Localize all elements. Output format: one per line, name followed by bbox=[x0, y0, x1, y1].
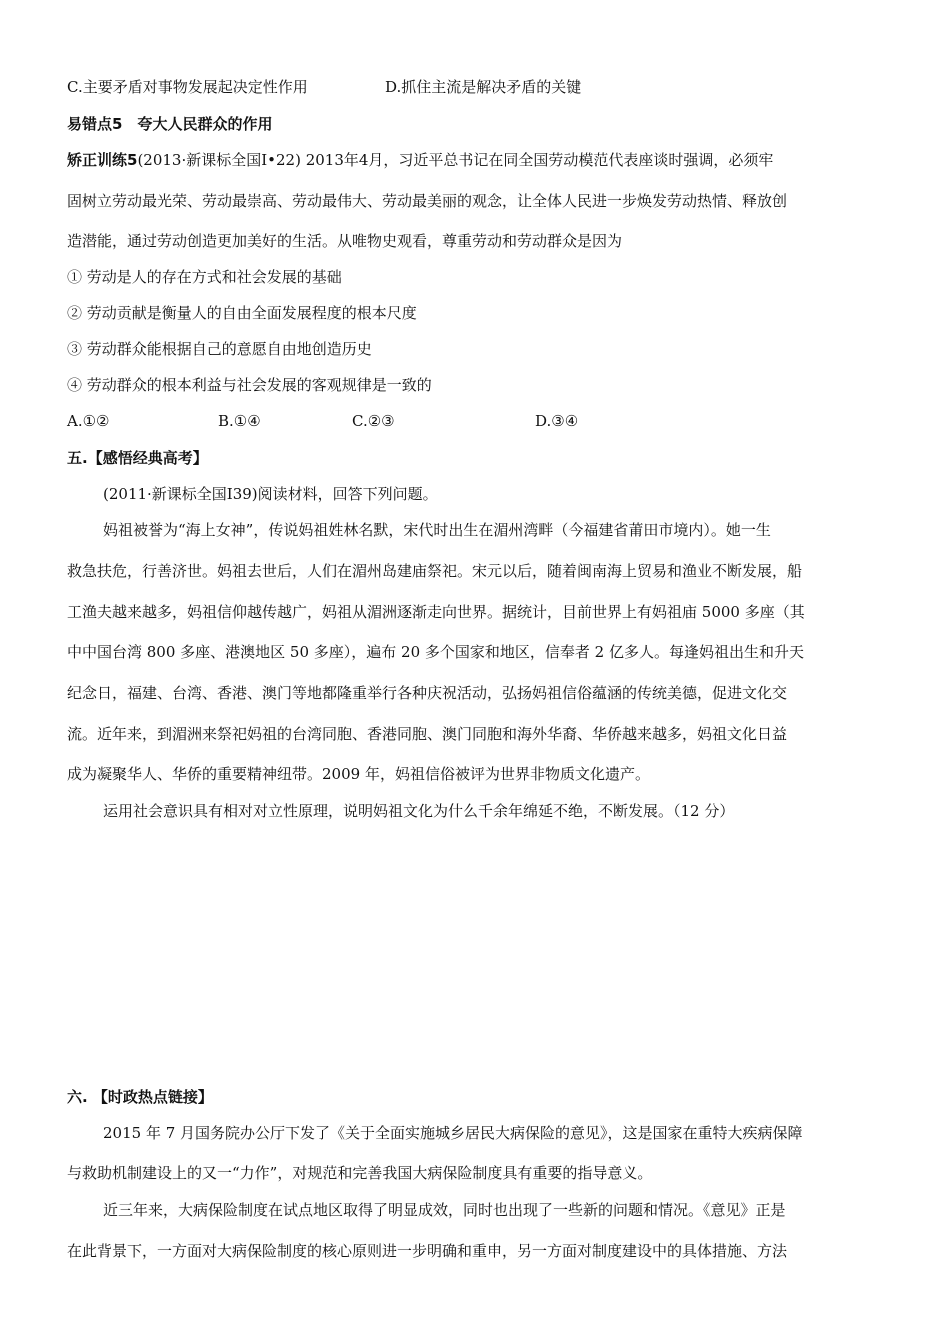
option-a: A.①② bbox=[67, 412, 110, 430]
option-d-prev: D.抓住主流是解决矛盾的关键 bbox=[385, 78, 582, 96]
section5-paragraph-line: 工渔夫越来越多，妈祖信仰越传越广，妈祖从湄洲逐渐走向世界。据统计，目前世界上有妈祖庙 5000 多座（其 bbox=[67, 603, 805, 621]
section6-paragraph-line: 2015 年 7 月国务院办公厅下发了《关于全面实施城乡居民大病保险的意见》，这是国家在重特大疾病保障 bbox=[103, 1124, 803, 1142]
option-c: C.②③ bbox=[352, 412, 395, 430]
section5-source: (2011·新课标全国I39)阅读材料，回答下列问题。 bbox=[103, 485, 438, 503]
section5-paragraph-line: 流。近年来，到湄洲来祭祀妈祖的台湾同胞、香港同胞、澳门同胞和海外华裔、华侨越来越多，妈祖文化日益 bbox=[67, 725, 788, 743]
training-label: 矫正训练5 bbox=[67, 151, 138, 169]
section6-paragraph-line: 在此背景下，一方面对大病保险制度的核心原则进一步明确和重申，另一方面对制度建设中的具体措施、方法 bbox=[67, 1242, 788, 1260]
section5-heading: 五.【感悟经典高考】 bbox=[67, 449, 208, 467]
section5-paragraph-line: 救急扶危，行善济世。妈祖去世后，人们在湄州岛建庙祭祀。宋元以后，随着闽南海上贸易和渔业不断发展，船 bbox=[67, 562, 803, 580]
statement-2: ② 劳动贡献是衡量人的自由全面发展程度的根本尺度 bbox=[67, 304, 417, 322]
error-point-heading: 易错点5 夸大人民群众的作用 bbox=[67, 115, 273, 133]
section5-paragraph-line: 成为凝聚华人、华侨的重要精神纽带。2009 年，妈祖信俗被评为世界非物质文化遗产。 bbox=[67, 765, 650, 783]
section5-paragraph-line: 妈祖被誉为“海上女神”，传说妈祖姓林名默，宋代时出生在湄州湾畔（今福建省莆田市境内）。她一生 bbox=[103, 521, 771, 539]
option-c-prev: C.主要矛盾对事物发展起决定性作用 bbox=[67, 78, 308, 96]
section5-paragraph-line: 纪念日，福建、台湾、香港、澳门等地都隆重举行各种庆祝活动，弘扬妈祖信俗蕴涵的传统美德，促进文化交 bbox=[67, 684, 788, 702]
section6-paragraph-line: 近三年来，大病保险制度在试点地区取得了明显成效，同时也出现了一些新的问题和情况。《意见》正是 bbox=[103, 1201, 786, 1219]
training-text-line1: (2013·新课标全国Ⅰ•22) 2013年4月，习近平总书记在同全国劳动模范代表座谈时强调，必须牢 bbox=[137, 151, 774, 169]
section6-paragraph-line: 与救助机制建设上的又一“力作”，对规范和完善我国大病保险制度具有重要的指导意义。 bbox=[67, 1164, 653, 1182]
section5-paragraph-line: 中中国台湾 800 多座、港澳地区 50 多座），遍布 20 多个国家和地区，信奉者 2 亿多人。每逢妈祖出生和升天 bbox=[67, 643, 804, 661]
section5-question: 运用社会意识具有相对对立性原理，说明妈祖文化为什么千余年绵延不绝，不断发展。（12 分） bbox=[103, 802, 735, 820]
statement-4: ④ 劳动群众的根本利益与社会发展的客观规律是一致的 bbox=[67, 376, 432, 394]
option-b: B.①④ bbox=[218, 412, 261, 430]
statement-3: ③ 劳动群众能根据自己的意愿自由地创造历史 bbox=[67, 340, 372, 358]
training-question-line3: 造潜能，通过劳动创造更加美好的生活。从唯物史观看，尊重劳动和劳动群众是因为 bbox=[67, 232, 623, 250]
section6-heading: 六. 【时政热点链接】 bbox=[67, 1088, 213, 1106]
training-question-line1 bbox=[67, 150, 773, 170]
statement-1: ① 劳动是人的存在方式和社会发展的基础 bbox=[67, 268, 342, 286]
training-question-line2: 固树立劳动最光荣、劳动最崇高、劳动最伟大、劳动最美丽的观念，让全体人民进一步焕发劳动热情、释放创 bbox=[67, 192, 788, 210]
option-d: D.③④ bbox=[535, 412, 579, 430]
